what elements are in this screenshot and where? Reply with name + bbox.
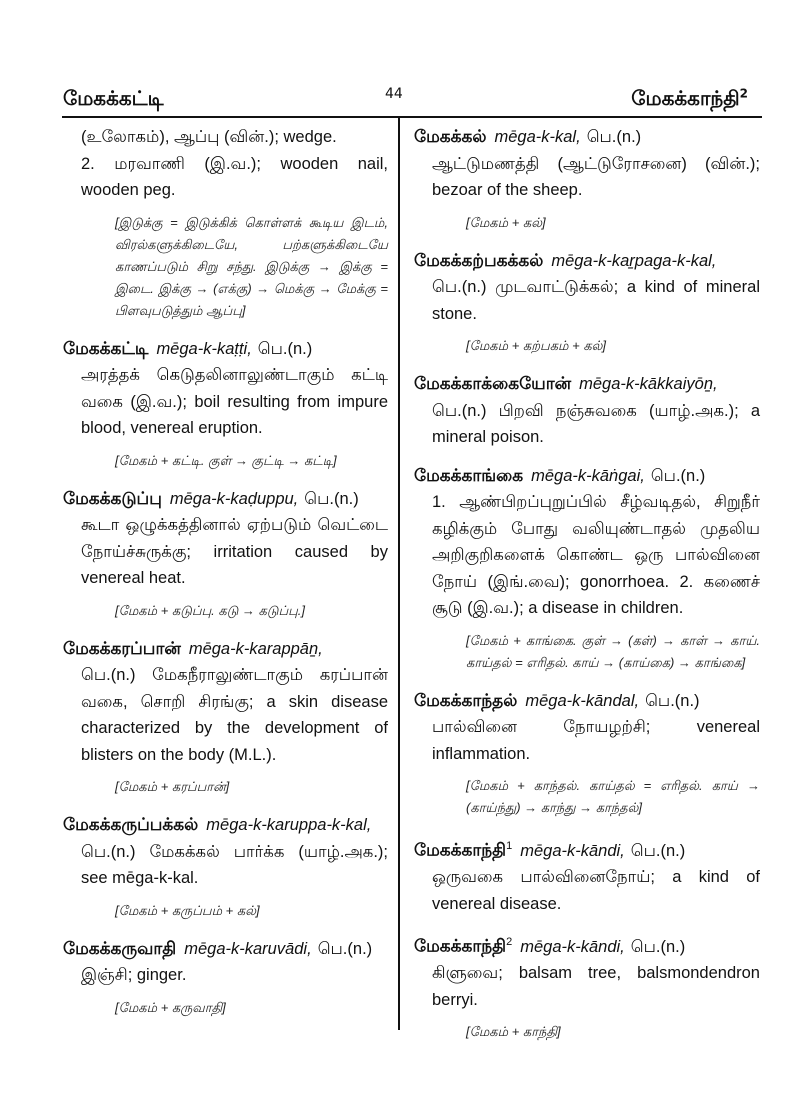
- dictionary-entry: [63, 812, 388, 922]
- etymology: [மேகம் + காந்தல். காய்தல் = எரிதல். காய் → (காய்ந்து) → காந்து → காந்தல்]: [466, 778, 760, 815]
- etymology: [இடுக்கு = இடுக்கிக் கொள்ளக் கூடிய இடம், விரல்களுக்கிடையே, பற்களுக்கிடையே காணப்படும் சிறு சந்து. இடுக்கு → இக்கு = இடை. இக்கு → (எக்கு) → மெக்கு → மேக்கு = பிளவுபடுத்தும் ஆப்பு]: [115, 214, 388, 318]
- transliteration: mēga-k-karuppa-k-kal,: [206, 816, 372, 834]
- definition-block: [63, 662, 388, 768]
- dictionary-entry: [63, 636, 388, 799]
- part-of-speech: பெ.(n.): [317, 939, 373, 958]
- part-of-speech: பெ.(n.): [81, 666, 136, 684]
- transliteration: mēga-k-kāndi,: [520, 937, 625, 956]
- etymology: [மேகம் + கற்பகம் + கல்]: [466, 338, 607, 353]
- part-of-speech: பெ.(n.): [257, 339, 313, 358]
- headword: மேகக்கருப்பக்கல்: [63, 815, 199, 835]
- part-of-speech: பெ.(n.): [645, 691, 700, 710]
- part-of-speech: பெ.(n.): [432, 401, 487, 420]
- etymology: [மேகம் + கருப்பம் + கல்]: [115, 902, 260, 918]
- running-head-left: மேகக்கட்டி: [63, 86, 164, 110]
- transliteration: mēga-k-kākkaiyōṉ,: [579, 375, 718, 393]
- homonym-number: 2: [506, 936, 513, 948]
- definition: அரத்தக் கெடுதலினாலுண்டாகும் கட்டி வகை (இ.வ.); boil resulting from impure blood, venereal eruption.: [81, 366, 388, 437]
- transliteration: mēga-k-kaṭṭi,: [156, 339, 252, 358]
- headword: மேகக்காக்கையோன்: [414, 374, 572, 394]
- headword: மேகக்கட்டி: [63, 338, 149, 359]
- headword: மேகக்காந்தல்: [414, 690, 518, 711]
- running-head-right-word: மேகக்காந்தி: [631, 86, 740, 110]
- transliteration: mēga-k-kāndal,: [525, 691, 640, 710]
- left-column: [63, 124, 388, 1033]
- transliteration: mēga-k-kāndi,: [520, 841, 625, 860]
- continued-line-1: (உலோகம்), ஆப்பு (வின்.); wedge.: [81, 128, 337, 146]
- part-of-speech: பெ.(n.): [586, 128, 642, 146]
- definition-block: [414, 274, 760, 327]
- etymology: [மேகம் + கருவாதி]: [115, 999, 226, 1015]
- part-of-speech: பெ.(n.): [630, 841, 686, 860]
- dictionary-entry: [63, 336, 388, 472]
- dictionary-entry: [414, 124, 760, 234]
- part-of-speech: பெ.(n.): [304, 489, 359, 508]
- headword: மேகக்கல்: [414, 127, 487, 147]
- part-of-speech: பெ.(n.): [650, 466, 706, 485]
- etymology: [மேகம் + கரப்பான்]: [115, 779, 230, 794]
- header-rule: [62, 116, 762, 118]
- definition: 1. ஆண்பிறப்புறுப்பில் சீழ்வடிதல், சிறுநீர் கழிக்கும் போது வலியுண்டாதல் முதலிய அறிகுறிகளைக் கொண்ட ஒரு பால்வினை நோய் (இங்.வை); gonorrhoea. 2. கணைச் சூடு (இ.வ.); a disease in children.: [432, 493, 760, 617]
- transliteration: mēga-k-kaṟpaga-k-kal,: [551, 251, 717, 270]
- running-head-right-sup: 2: [739, 86, 748, 101]
- dictionary-entry: [414, 929, 760, 1043]
- etymology: [மேகம் + கடுப்பு. கடு → கடுப்பு.]: [115, 602, 306, 618]
- definition: முடவாட்டுக்கல்; a kind of mineral stone.: [432, 278, 760, 323]
- headword: மேகக்காந்தி: [414, 840, 507, 861]
- continued-line-2: 2. மரவாணி (இ.வ.); wooden nail, wooden peg.: [81, 154, 388, 199]
- transliteration: mēga-k-kāṅgai,: [531, 466, 645, 485]
- part-of-speech: பெ.(n.): [630, 937, 686, 956]
- definition: மேகநீராலுண்டாகும் கரப்பான் வகை, சொறி சிரங்கு; a skin disease characterized by the development of blisters on the body (M.L.).: [81, 666, 388, 764]
- part-of-speech: பெ.(n.): [81, 842, 136, 861]
- definition: கூடா ஒழுக்கத்தினால் ஏற்படும் வெட்டை நோய்ச்சுருக்கு; irritation caused by venereal heat.: [81, 516, 388, 587]
- etymology: [மேகம் + காங்கை. குள் → (கள்) → காள் → காய். காய்தல் = எரிதல். காய் → (காய்கை) → காங்கை]: [466, 632, 760, 670]
- page-number: 44: [385, 86, 403, 102]
- dictionary-entry: [414, 833, 760, 917]
- definition: இஞ்சி; ginger.: [81, 966, 187, 984]
- continued-entry: [63, 124, 388, 322]
- headword: மேகக்கரப்பான்: [63, 638, 181, 659]
- headword: மேகக்காந்தி: [414, 936, 507, 957]
- transliteration: mēga-k-kaḍuppu,: [169, 489, 299, 508]
- transliteration: mēga-k-karappāṉ,: [188, 639, 323, 658]
- dictionary-entry: [63, 486, 388, 622]
- definition: பால்வினை நோயழற்சி; venereal inflammation.: [432, 718, 760, 763]
- column-divider: [398, 118, 400, 1030]
- headword: மேகக்கடுப்பு: [63, 488, 162, 509]
- dictionary-entry: [63, 936, 388, 1019]
- dictionary-entry: [414, 463, 760, 674]
- right-column: [414, 124, 760, 1057]
- transliteration: mēga-k-kal,: [494, 128, 581, 146]
- etymology: [மேகம் + காந்தி]: [466, 1024, 561, 1039]
- etymology: [மேகம் + கட்டி. குள் → குட்டி → கட்டி]: [115, 452, 337, 468]
- etymology: [மேகம் + கல்]: [466, 214, 546, 230]
- definition-block: [63, 839, 388, 892]
- headword: மேகக்காங்கை: [414, 465, 524, 486]
- part-of-speech: பெ.(n.): [432, 278, 487, 296]
- headword: மேகக்கருவாதி: [63, 938, 177, 959]
- definition: ஒருவகை பால்வினைநோய்; a kind of venereal disease.: [432, 868, 760, 913]
- running-head-right: [631, 86, 748, 113]
- definition: பிறவி நஞ்சுவகை (யாழ்.அக.); a mineral poison.: [432, 401, 760, 446]
- definition-block: [414, 398, 760, 451]
- definition: கிளுவை; balsam tree, balsmondendron berryi.: [432, 964, 760, 1009]
- dictionary-entry: [414, 248, 760, 358]
- headword: மேகக்கற்பகக்கல்: [414, 250, 544, 271]
- definition: மேகக்கல் பார்க்க (யாழ்.அக.); see mēga-k-kal.: [81, 842, 389, 887]
- homonym-number: 1: [506, 840, 513, 852]
- dictionary-entry: [414, 688, 760, 820]
- definition: ஆட்டுமணத்தி (ஆட்டுரோசனை) (வின்.); bezoar of the sheep.: [432, 154, 760, 199]
- transliteration: mēga-k-karuvādi,: [184, 939, 312, 958]
- dictionary-entry: [414, 371, 760, 451]
